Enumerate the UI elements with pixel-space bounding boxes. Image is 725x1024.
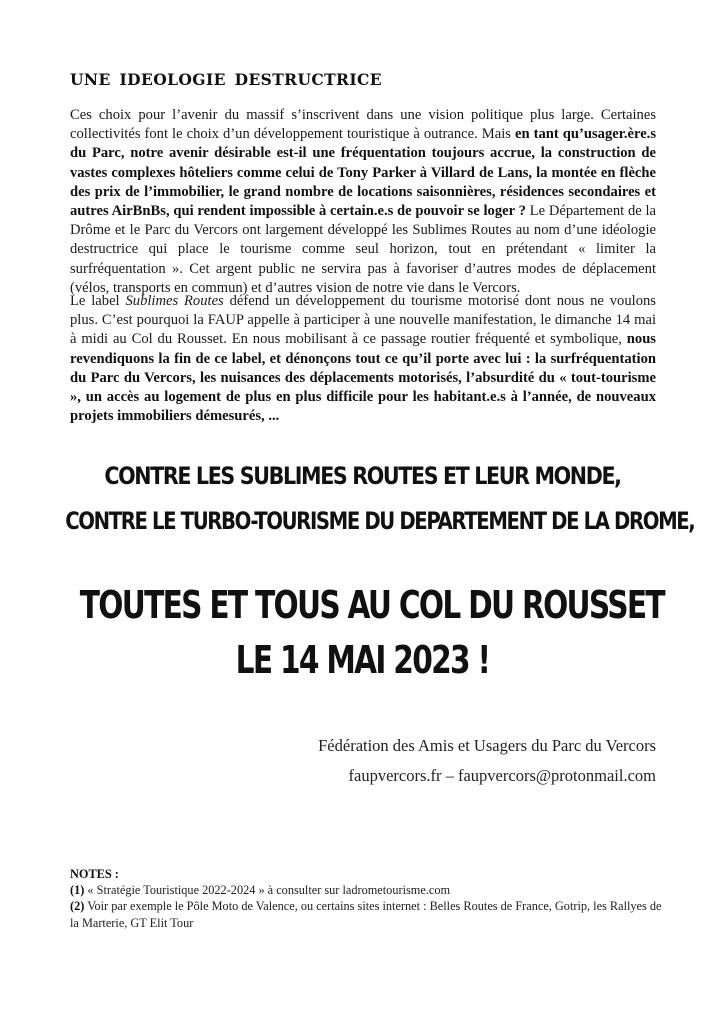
slogan-line-2: CONTRE LE TURBO-TOURISME DU DEPARTEMENT DE LA DROME,: [65, 507, 695, 535]
paragraph-start-text: Le label: [70, 293, 126, 309]
paragraph-label: [70, 292, 656, 426]
section-heading: UNE IDEOLOGIE DESTRUCTRICE: [70, 70, 382, 89]
paragraph-ideology: [70, 106, 656, 298]
note-text: Voir par exemple le Pôle Moto de Valence, ou certains sites internet : Belles Routes de France, Gotrip, les Rallyes de la Marterie, GT Elit Tour: [70, 899, 662, 930]
note-item: [70, 898, 670, 930]
slogan-call-to-action: TOUTES ET TOUS AU COL DU ROUSSET: [79, 583, 664, 627]
slogan-date: LE 14 MAI 2023 !: [235, 638, 490, 682]
slogan-line-1: CONTRE LES SUBLIMES ROUTES ET LEUR MONDE,: [104, 462, 621, 490]
note-marker: (2): [70, 899, 85, 914]
note-text: « Stratégie Touristique 2022-2024 » à consulter sur ladrometourisme.com: [84, 883, 451, 898]
paragraph-rest-text: Le Département de la Drôme et le Parc du Vercors ont largement développé les Sublimes Routes au nom d’une idéologie destructrice qui place le tourisme comme seul horizon, tout en prétendant « limiter la surfréquentation ». Cet argent public ne servira pas à favoriser d’autres modes de déplacement (vélos, transports en commun) et d’autres vision de notre vie dans le Vercors.: [70, 203, 657, 296]
paragraph-intro-text: Ces choix pour l’avenir du massif s’inscrivent dans une vision politique plus large. Certaines collectivités font le choix d’un développement touristique à outrance. Mais: [70, 107, 656, 143]
paragraph-middle-text: défend un développement du tourisme motorisé dont nous ne voulons plus. C’est pourquoi la FAUP appelle à participer à une nouvelle manifestation, le dimanche 14 mai à midi au Col du Rousset. En nous mobilisant à ce passage routier fréquenté et symbolique,: [70, 293, 656, 348]
notes-title: NOTES :: [70, 867, 119, 881]
note-item: [70, 882, 670, 898]
note-marker: (1): [70, 883, 85, 898]
label-name-italic: Sublimes Routes: [125, 293, 224, 309]
paragraph-bold-question: en tant qu’usager.ère.s du Parc, notre avenir désirable est-il une fréquentation toujours accrue, la construction de vastes complexes hôteliers comme celui de Tony Parker à Villard de Lans, la montée en flèche des prix de l’immobilier, le grand nombre de locations saisonnières, résidences secondaires et autres AirBnBs, qui rendent impossible à certain.e.s de pouvoir se loger ?: [70, 126, 656, 220]
signature-organization: Fédération des Amis et Usagers du Parc du Vercors: [318, 736, 656, 755]
paragraph-bold-demands: nous revendiquons la fin de ce label, et dénonçons tout ce qu’il porte avec lui : la surfréquentation du Parc du Vercors, les nuisances des déplacements motorisés, l’absurdité du « tout-tourisme », un accès au logement de plus en plus difficile pour les habitant.e.s à l’année, de nouveaux projets immobiliers démesurés, ...: [70, 331, 656, 425]
signature-contact[interactable]: faupvercors.fr – faupvercors@protonmail.com: [348, 766, 656, 785]
notes-section: [70, 866, 670, 931]
